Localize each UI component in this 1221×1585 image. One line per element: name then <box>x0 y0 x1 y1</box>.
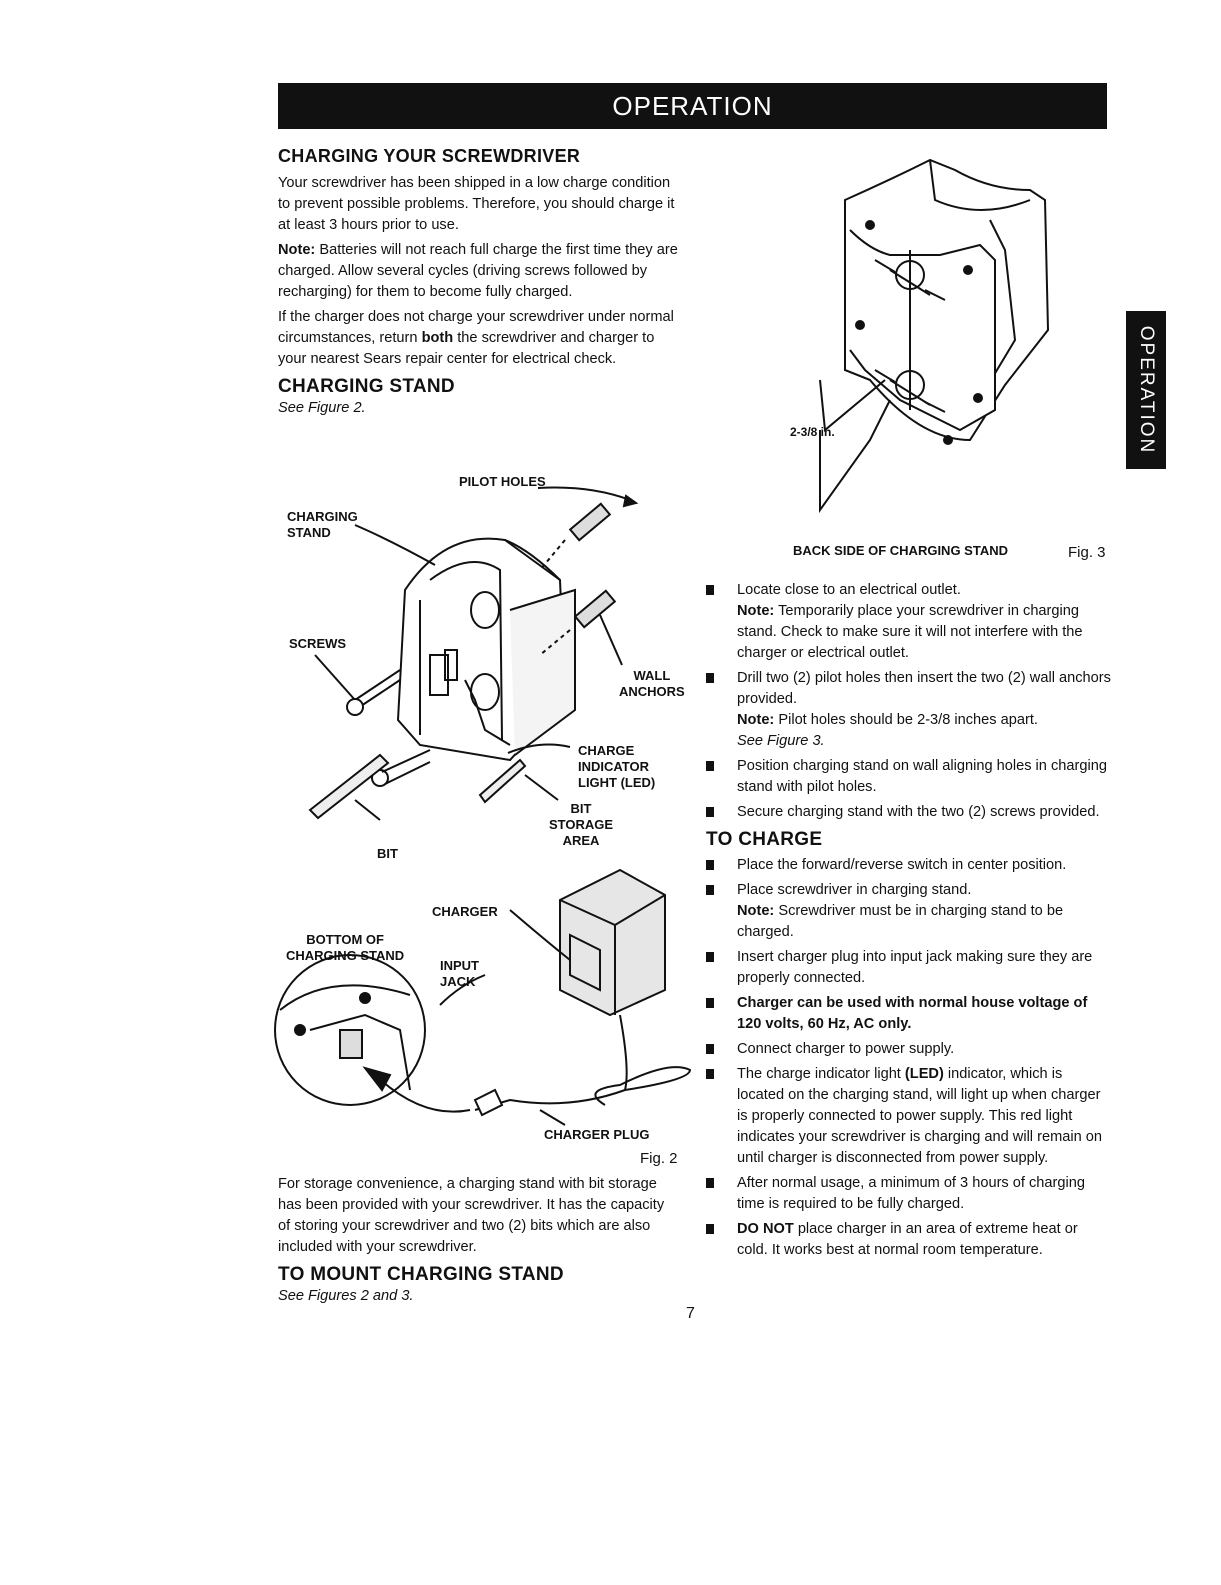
list-item <box>706 993 1111 1035</box>
figure-2-caption: Fig. 2 <box>640 1150 678 1167</box>
stand-see-figure: See Figure 2. <box>278 400 366 416</box>
bullet-icon <box>706 1044 714 1054</box>
step-text: Locate close to an electrical outlet. <box>737 582 961 598</box>
label-bit: BIT <box>377 846 398 861</box>
note-text: Temporarily place your screwdriver in charging stand. Check to make sure it will not interfere with the charger or electrical outlet. <box>737 603 1083 661</box>
charging-paragraph: Your screwdriver has been shipped in a low charge condition to prevent possible problems. Therefore, you should charge it at least 3 hours prior to use. <box>278 175 675 233</box>
storage-paragraph: For storage convenience, a charging stand with bit storage has been provided with your screwdriver. It has the capacity of storing your screwdriver and two (2) bits which are also included with your screwdriver. <box>278 1176 665 1255</box>
step-text: Connect charger to power supply. <box>737 1041 955 1057</box>
bullet-icon <box>706 952 714 962</box>
charging-note <box>278 240 678 303</box>
label-bit-storage-area: BIT STORAGE AREA <box>549 801 614 848</box>
charge-steps-list <box>706 855 1111 1261</box>
label-screws: SCREWS <box>289 636 347 651</box>
note-label: Note: <box>737 712 775 728</box>
step-text-bold: (LED) <box>904 1066 944 1082</box>
label-charging-stand: CHARGING STAND <box>287 509 358 540</box>
stand-heading: CHARGING STAND <box>278 376 455 397</box>
list-item <box>706 756 1111 798</box>
section-header: OPERATION <box>278 83 1107 129</box>
bullet-icon <box>706 998 714 1008</box>
bullet-icon <box>706 860 714 870</box>
mount-heading: TO MOUNT CHARGING STAND <box>278 1264 564 1285</box>
bullet-icon <box>706 1178 714 1188</box>
list-item <box>706 1064 1111 1169</box>
label-bottom-of-charging-stand: BOTTOM OF CHARGING STAND <box>286 932 405 963</box>
list-item <box>706 1219 1111 1261</box>
list-item <box>706 668 1111 752</box>
list-item <box>706 580 1111 664</box>
list-item <box>706 947 1111 989</box>
note-text: Pilot holes should be 2-3/8 inches apart. <box>774 712 1038 728</box>
step-text-bold: DO NOT <box>737 1221 794 1237</box>
label-wall-anchors: WALL ANCHORS <box>619 668 685 699</box>
step-text: indicator, which is located on the charging stand, will light up when charger is properly connected to power supply. This red light indicates your screwdriver is charging and will remain on until charger is disconnected from power supply. <box>737 1066 1103 1166</box>
bullet-icon <box>706 761 714 771</box>
left-column <box>278 146 678 419</box>
step-note <box>737 710 1111 731</box>
step-text: Place the forward/reverse switch in center position. <box>737 857 1067 873</box>
mount-steps-list <box>706 580 1111 823</box>
figure-3-caption: Fig. 3 <box>1068 544 1106 561</box>
step-note <box>737 601 1111 664</box>
step-text: place charger in an area of extreme heat or cold. It works best at normal room temperature. <box>737 1221 1078 1258</box>
figure-3-illustration <box>790 140 1060 530</box>
list-item <box>706 1173 1111 1215</box>
note-label: Note: <box>737 603 775 619</box>
step-text: Insert charger plug into input jack making sure they are properly connected. <box>737 949 1093 986</box>
bullet-icon <box>706 807 714 817</box>
label-dimension: 2-3/8 in. <box>790 425 835 439</box>
mount-see-figures: See Figures 2 and 3. <box>278 1288 414 1304</box>
bullet-icon <box>706 673 714 683</box>
repair-text-a: If the charger does not charge your screwdriver under normal circumstances, return <box>278 309 674 346</box>
step-text-bold: Charger can be used with normal house voltage of 120 volts, 60 Hz, AC only. <box>737 995 1088 1032</box>
list-item <box>706 802 1111 823</box>
label-charger-plug: CHARGER PLUG <box>544 1127 650 1142</box>
bullet-icon <box>706 585 714 595</box>
repair-paragraph <box>278 307 678 370</box>
left-lower-column <box>278 1174 678 1307</box>
list-item <box>706 1039 1111 1060</box>
step-text: Drill two (2) pilot holes then insert the two (2) wall anchors provided. <box>737 670 1111 707</box>
note-text: Screwdriver must be in charging stand to be charged. <box>737 903 1064 940</box>
bullet-icon <box>706 885 714 895</box>
step-text: Place screwdriver in charging stand. <box>737 882 972 898</box>
bullet-icon <box>706 1069 714 1079</box>
note-text: Batteries will not reach full charge the first time they are charged. Allow several cycles (driving screws followed by recharging) for them to become fully charged. <box>278 242 678 300</box>
step-text: After normal usage, a minimum of 3 hours of charging time is required to be fully charged. <box>737 1175 1085 1212</box>
repair-text-bold: both <box>421 330 454 346</box>
side-section-tab <box>1126 311 1166 469</box>
label-charger: CHARGER <box>432 904 498 919</box>
list-item <box>706 880 1111 943</box>
label-pilot-holes: PILOT HOLES <box>459 474 546 489</box>
note-label: Note: <box>737 903 775 919</box>
note-label: Note: <box>278 242 316 258</box>
right-column <box>706 580 1111 1265</box>
page-number: 7 <box>686 1305 695 1322</box>
step-text: Position charging stand on wall aligning holes in charging stand with pilot holes. <box>737 758 1107 795</box>
label-back-side-of-charging-stand: BACK SIDE OF CHARGING STAND <box>793 543 1008 558</box>
repair-text-c: the screwdriver and charger to your nearest Sears repair center for electrical check. <box>278 330 655 367</box>
label-input-jack: INPUT JACK <box>440 958 479 989</box>
step-see-figure: See Figure 3. <box>737 733 825 749</box>
step-note <box>737 901 1111 943</box>
charging-heading: CHARGING YOUR SCREWDRIVER <box>278 146 581 166</box>
to-charge-heading: TO CHARGE <box>706 829 823 850</box>
bullet-icon <box>706 1224 714 1234</box>
step-text: Secure charging stand with the two (2) screws provided. <box>737 804 1100 820</box>
figure-2-illustration <box>270 470 710 1150</box>
list-item <box>706 855 1111 876</box>
step-text: The charge indicator light <box>737 1066 905 1082</box>
side-tab-label: OPERATION <box>1136 325 1157 455</box>
label-charge-indicator: CHARGE INDICATOR LIGHT (LED) <box>578 743 656 790</box>
